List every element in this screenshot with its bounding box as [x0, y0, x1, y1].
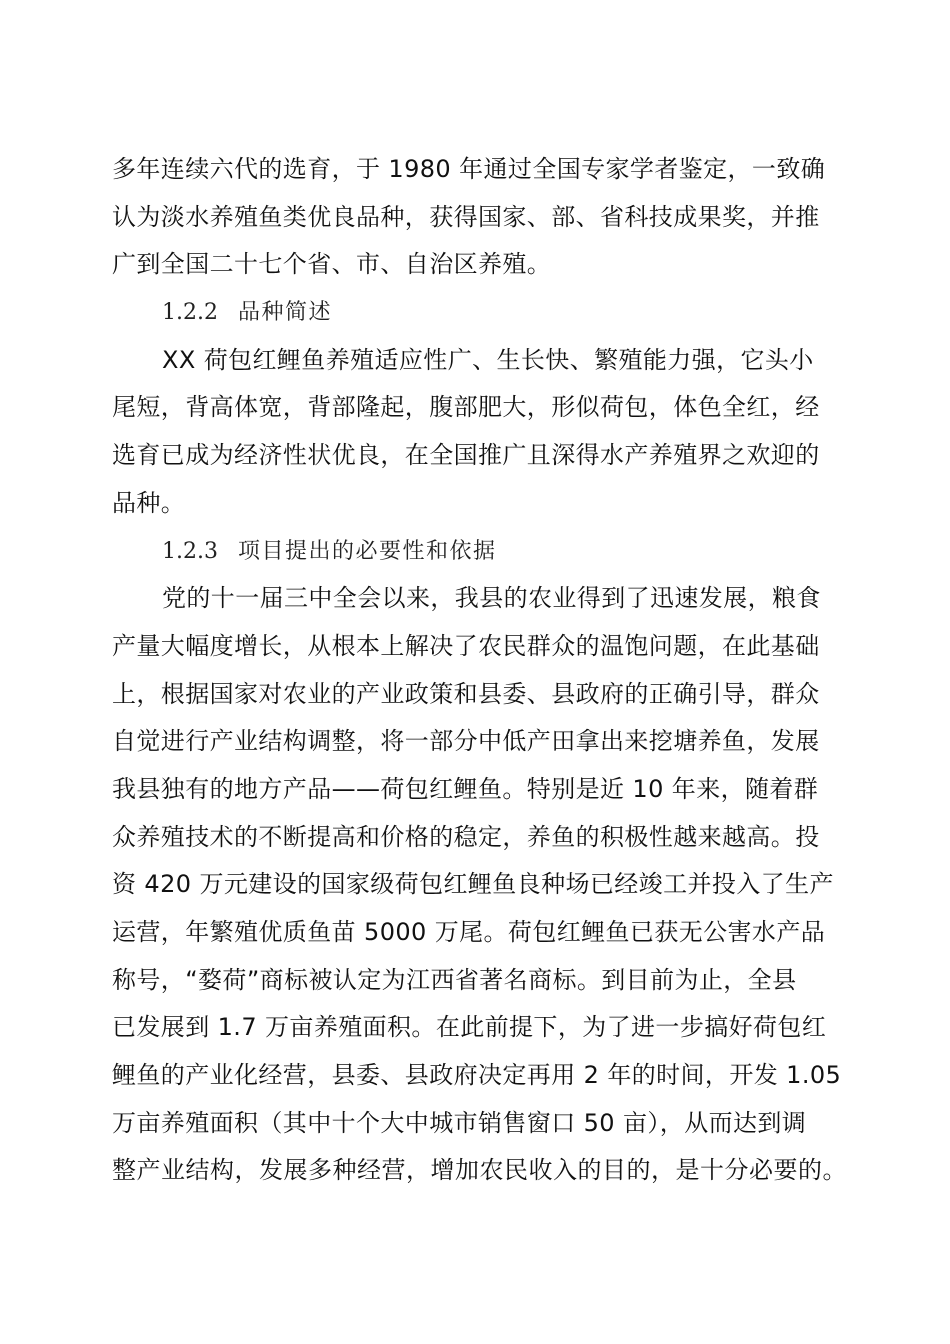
text-line: 选育已成为经济性状优良，在全国推广且深得水产养殖界之欢迎的	[112, 441, 820, 470]
text-line: 自觉进行产业结构调整，将一部分中低产田拿出来挖塘养鱼，发展	[112, 727, 820, 756]
section-title: 品种简述	[238, 300, 333, 326]
text-line: XX 荷包红鲤鱼养殖适应性广、生长快、繁殖能力强，它头小	[162, 345, 814, 374]
section-number: 1.2.3	[162, 538, 218, 564]
paragraph-variety	[112, 337, 840, 528]
text-line: 称号，“婺荷”商标被认定为江西省著名商标。到目前为止，全县	[112, 965, 797, 994]
text-line: 上，根据国家对农业的产业政策和县委、县政府的正确引导，群众	[112, 679, 820, 708]
text-line: 众养殖技术的不断提高和价格的稳定，养鱼的积极性越来越高。投	[112, 822, 820, 851]
text-line: 已发展到 1.7 万亩养殖面积。在此前提下，为了进一步搞好荷包红	[112, 1013, 827, 1042]
paragraph-intro	[112, 146, 840, 289]
text-line: 整产业结构，发展多种经营，增加农民收入的目的，是十分必要的。	[112, 1156, 847, 1185]
text-line: 资 420 万元建设的国家级荷包红鲤鱼良种场已经竣工并投入了生产	[112, 870, 834, 899]
text-line: 万亩养殖面积（其中十个大中城市销售窗口 50 亩），从而达到调	[112, 1108, 807, 1137]
text-line: 尾短，背高体宽，背部隆起，腹部肥大，形似荷包，体色全红，经	[112, 393, 820, 422]
text-line: 认为淡水养殖鱼类优良品种，获得国家、部、省科技成果奖，并推	[112, 202, 820, 231]
paragraph-necessity	[112, 575, 847, 1195]
text-line: 运营，年繁殖优质鱼苗 5000 万尾。荷包红鲤鱼已获无公害水产品	[112, 918, 826, 946]
text-line: 我县独有的地方产品——荷包红鲤鱼。特别是近 10 年来，随着群	[112, 774, 819, 803]
text-line: 多年连续六代的选育，于 1980 年通过全国专家学者鉴定，一致确	[112, 155, 826, 183]
text-line: 党的十一届三中全会以来，我县的农业得到了迅速发展，粮食	[162, 584, 821, 613]
text-line: 产量大幅度增长，从根本上解决了农民群众的温饱问题，在此基础	[112, 631, 820, 660]
text-line: 广到全国二十七个省、市、自治区养殖。	[112, 250, 552, 279]
section-title: 项目提出的必要性和依据	[238, 538, 497, 564]
text-line: 鲤鱼的产业化经营，县委、县政府决定再用 2 年的时间，开发 1.05	[112, 1061, 842, 1090]
text-line: 品种。	[112, 488, 186, 517]
section-heading-1-2-2	[112, 289, 840, 337]
section-number: 1.2.2	[162, 300, 218, 326]
document-body	[112, 146, 847, 1195]
section-heading-1-2-3	[112, 528, 840, 576]
